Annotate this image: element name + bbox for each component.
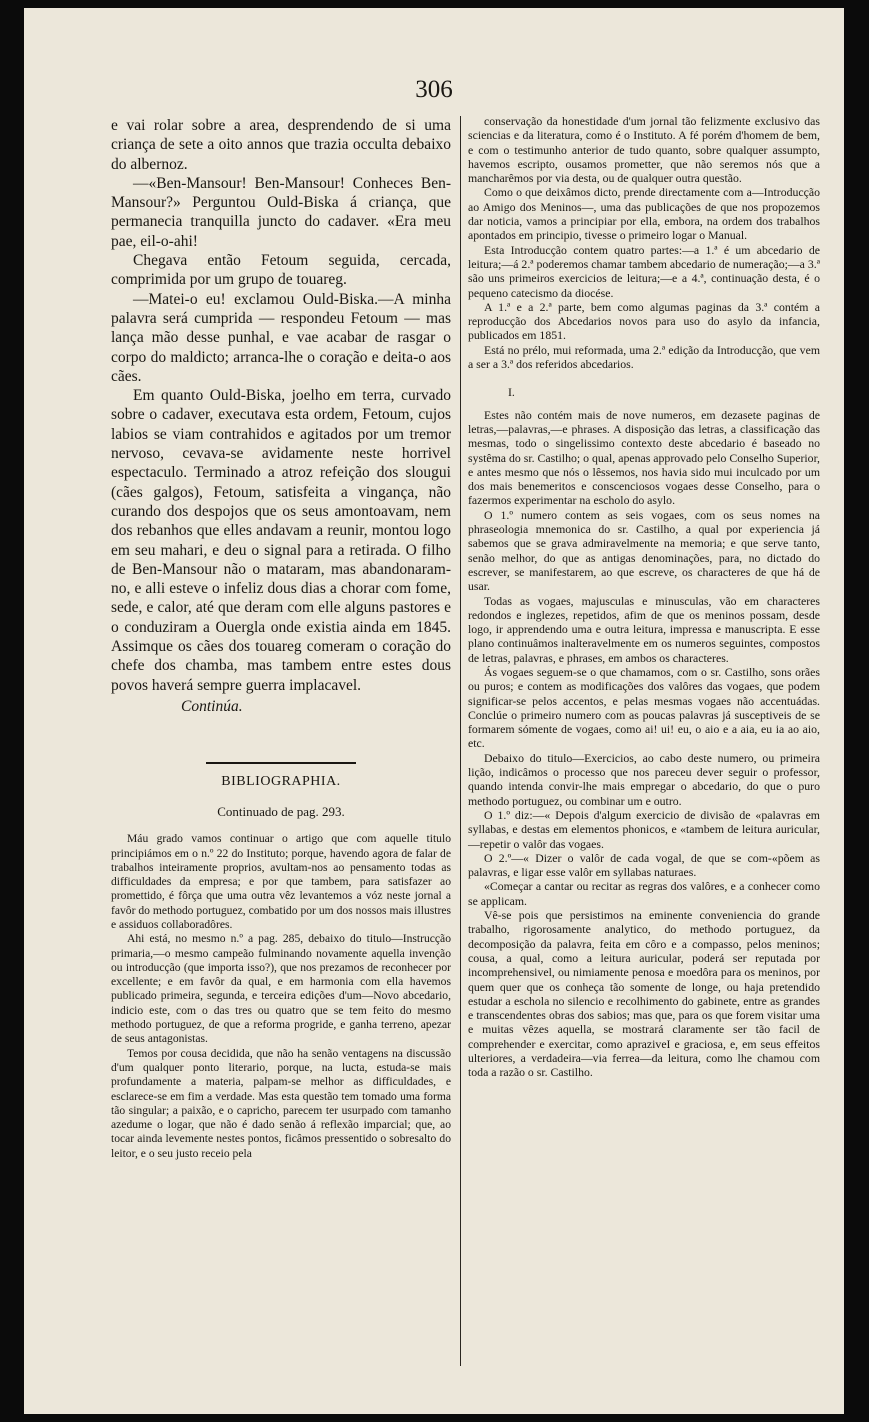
article-paragraph: Está no prélo, mui reformada, uma 2.ª edição da Introducção, que vem a ser a 3.ª dos referidos abcedarios. [468, 342, 820, 372]
bibliography-paragraph: Temos por cousa decidida, que não ha senão ventagens na discussão d'um qualquer ponto literario, porque, na lucta, estuda-se mais profundamente a materia, palpam-se melhor as difficuldades, e esclarece-se em fim a verdade. Mas esta questão tem tomado uma forma tão singular; a paixão, e o capricho, parecem ter usurpado com tamanho azedume o logar, que não é dado senão á reflexão imparcial; que, ao tocar ainda levemente nestes pontos, ficâmos pressentido o sobresalto do leitor, e o seu justo receio pela [111, 1046, 451, 1160]
story-paragraph: —Matei-o eu! exclamou Ould-Biska.—A minha palavra será cumprida — respondeu Fetoum — mas lança mão desse punhal, e vae acabar de rasgar o corpo do maldicto; arranca-lhe o coração e deita-o aos cães. [111, 290, 451, 385]
bibliography-paragraph: Ahi está, no mesmo n.º a pag. 285, debaixo do titulo—Instrucção primaria,—o mesmo campeão fulminando novamente aquella invenção ou introducção (que importa isso?), que nos prezamos de reconhecer por excellente; e em favôr da qual, e em harmonia com ella havemos publicado primeira, segunda, e terceira edições d'um—Novo abcedario, indicio este, com o das tres ou quatro que se tem feito do mesmo methodo portuguez, de que a reforma progride, e ganha terreno, apezar de seus antagonistas. [111, 932, 451, 1046]
bibliography-subtitle: Continuado de pag. 293. [217, 804, 345, 820]
column-rule [460, 116, 461, 1366]
article-paragraph: Debaixo do titulo—Exercicios, ao cabo deste numero, ou primeira lição, indicâmos o processo que nos pareceu dever seguir o professor, quando intenda convir-lhe mais empregar o abcedario, do que o puro methodo portuguez, ou combinar um e outro. [468, 750, 820, 808]
story-paragraph: —«Ben-Mansour! Ben-Mansour! Conheces Ben-Mansour?» Perguntou Ould-Biska á criança, que permanecia tranquilla juncto do cadaver. «Era meu pae, eil-o-ahi! [111, 174, 451, 250]
bibliography-article [111, 832, 451, 1161]
article-paragraph: conservação da honestidade d'um jornal tão felizmente exclusivo das sciencias e da literatura, como é o Instituto. A fé porém d'homem de bem, e com o testimunho anterior de tudo quanto, sobre qualquer assumpto, havemos escripto, ousamos prometter, que não seremos nós que a mancharêmos por via desta, ou de qualquer outra questão. [468, 114, 820, 186]
article-paragraph: Esta Introducção contem quatro partes:—a 1.ª é um abcedario de leitura;—á 2.ª poderemos chamar tambem abcedario de numeração;—a 3.ª são uns primeiros exercicios de leitura;—e a 4.ª, continuação desta, é o pequeno catecismo da diocése. [468, 242, 820, 300]
section-numeral: I. [508, 385, 515, 400]
page-number: 306 [415, 76, 453, 103]
newspaper-page [24, 8, 844, 1414]
story-paragraph: Chegava então Fetoum seguida, cercada, comprimida por um grupo de touareg. [111, 252, 451, 289]
article-paragraph: A 1.ª e a 2.ª parte, bem como algumas paginas da 3.ª contém a reproducção dos Abcedarios novos para uso do asylo da infancia, publicados em 1851. [468, 299, 820, 343]
continua-note [111, 697, 451, 716]
right-column [468, 114, 820, 1080]
article-paragraph: Estes não contém mais de nove numeros, em dezasete paginas de letras,—palavras,—e phrases. A disposição das letras, a classificação das mesmas, todo o singelissimo contexto deste abcedario é baseado no systêma do sr. Castilho; o qual, apenas approvado pelo Conselho Superior, e antes mesmo que nós o lêssemos, nos havia sido mui inculcado por um dos mais benemeritos e conscenciosos vogaes desse Conselho, para o fazermos experimentar na escholo do asylo. [468, 407, 820, 508]
article-paragraph: Vê-se pois que persistimos na eminente conveniencia do grande trabalho, rigorosamente analytico, do methodo portuguez, da decomposição da palavra, feita em côro e a compasso, pelos meninos; cousa, a qual, como a leitura auricular, poderá ser reputada por incomprehensivel, ou nimiamente penosa e moedôra para os meninos, por quem quer que os conheça tão somente de longe, ou haja pretendido estudar a eschola no silencio e recolhimento do gabinete, entre as grandes e transcendentes obras dos sabios; mas que, para os que forem visitar uma e muitas vêzes aquella, se mostrará claramente ser tão facil de comprehender e exercitar, como apraziveI e graciosa, e, em seus effeitos ulteriores, a verdadeira—via ferrea—da leitura, como lhe chamou com toda a razão o sr. Castilho. [468, 908, 820, 1080]
story-paragraph: e vai rolar sobre a area, desprendendo de si uma criança de sete a oito annos que trazia occulta debaixo do albernoz. [111, 117, 451, 173]
bibliography-paragraph: Máu grado vamos continuar o artigo que com aquelle titulo principiámos em o n.º 22 do Instituto; porque, havendo agora de falar de trabalhos inteiramente proprios, avultam-nos ao pensamento todas as difficuldades da empresa; e por que tambem, para satisfazer ao promettido, é fôrça que uma outra vêz levantemos a vóz neste jornal a favôr do methodo portuguez, combatido por um dos nossos mais illustres e assiduos collaboradôres. [111, 832, 451, 931]
left-column [111, 116, 451, 1161]
article-paragraph: O 1.º diz:—« Depois d'algum exercicio de divisão de «palavras em syllabas, e destas em elementos phonicos, e «tambem de leitura auricular,—repetir o valôr das vogaes. [468, 807, 820, 851]
continua-text: Continúa. [181, 697, 243, 715]
article-paragraph: Como o que deixâmos dicto, prende directamente com a—Introducção ao Amigo dos Meninos—, uma das publicações de que nos propozemos dar noticia, vamos a principiar por ella, embora, na ordem dos trabalhos apontados em principio, tivesse o primeiro logar o Manual. [468, 185, 820, 243]
article-paragraph: O 2.º—« Dizer o valôr de cada vogal, de que se com-«põem as palavras, e ligar esse valôr em syllabas naturaes. [468, 850, 820, 880]
bibliography-title: BIBLIOGRAPHIA. [221, 774, 341, 790]
section-separator [206, 762, 356, 764]
article-paragraph: O 1.º numero contem as seis vogaes, com os seus nomes na phraseologia mnemonica do sr. Castilho, a qual por experiencia já sabemos que se grava admiravelmente na memoria; e que serve tanto, senão melhor, do que as antigas denominações, para, no dictado do escrever, se manifestarem, ao que escreve, os characteres de que há de usar. [468, 507, 820, 594]
story-paragraph: Em quanto Ould-Biska, joelho em terra, curvado sobre o cadaver, executava esta ordem, Fetoum, cujos labios se viam contrahidos e agitados por um tremor nervoso, cevava-se avidamente neste horrivel espectaculo. Terminado a atroz refeição dos slougui (cães galgos), Fetoum, satisfeita a vingança, não curando dos despojos que os seus amontoavam, nem dos rebanhos que elles andavam a reunir, montou logo em seu mahari, e deu o signal para a retirada. O filho de Ben-Mansour não o mataram, mas abandonaram-no, e alli esteve o infeliz dous dias a chorar com fome, sede, e calor, até que deram com elle alguns pastores e o conduziram a Ouergla onde existia ainda em 1845. Assimque os cães dos touareg comeram o coração do chefe dos chamba, mas tambem entre estes dous povos haverá sempre guerra implacavel. [111, 387, 451, 694]
article-paragraph: «Começar a cantar ou recitar as regras dos valôres, e a conhecer como se applicam. [468, 879, 820, 908]
story-continuation [111, 116, 451, 716]
article-paragraph: Todas as vogaes, majusculas e minusculas, vão em characteres redondos e inglezes, repetidos, afim de que os meninos possam, desde logo, ir apprendendo uma e outra leitura, impressa e manuscripta. E esse plano continuâmos inalteravelmente em os numeros seguintes, compostos de letras, palavras, e phrases, em ambos os characteres. [468, 593, 820, 665]
article-paragraph: Ás vogaes seguem-se o que chamamos, com o sr. Castilho, sons orães ou puros; e contem as modificações dos valôres das vogaes, que podem significar-se pelos accentos, e pelas mesmas vogaes não accentuádas. Conclúe o primeiro numero com as poucas palavras já susceptiveis de se formarem sómente de vogaes, como ai! ui! eu, o aio e a aia, eu ia ao aio, etc. [468, 664, 820, 751]
